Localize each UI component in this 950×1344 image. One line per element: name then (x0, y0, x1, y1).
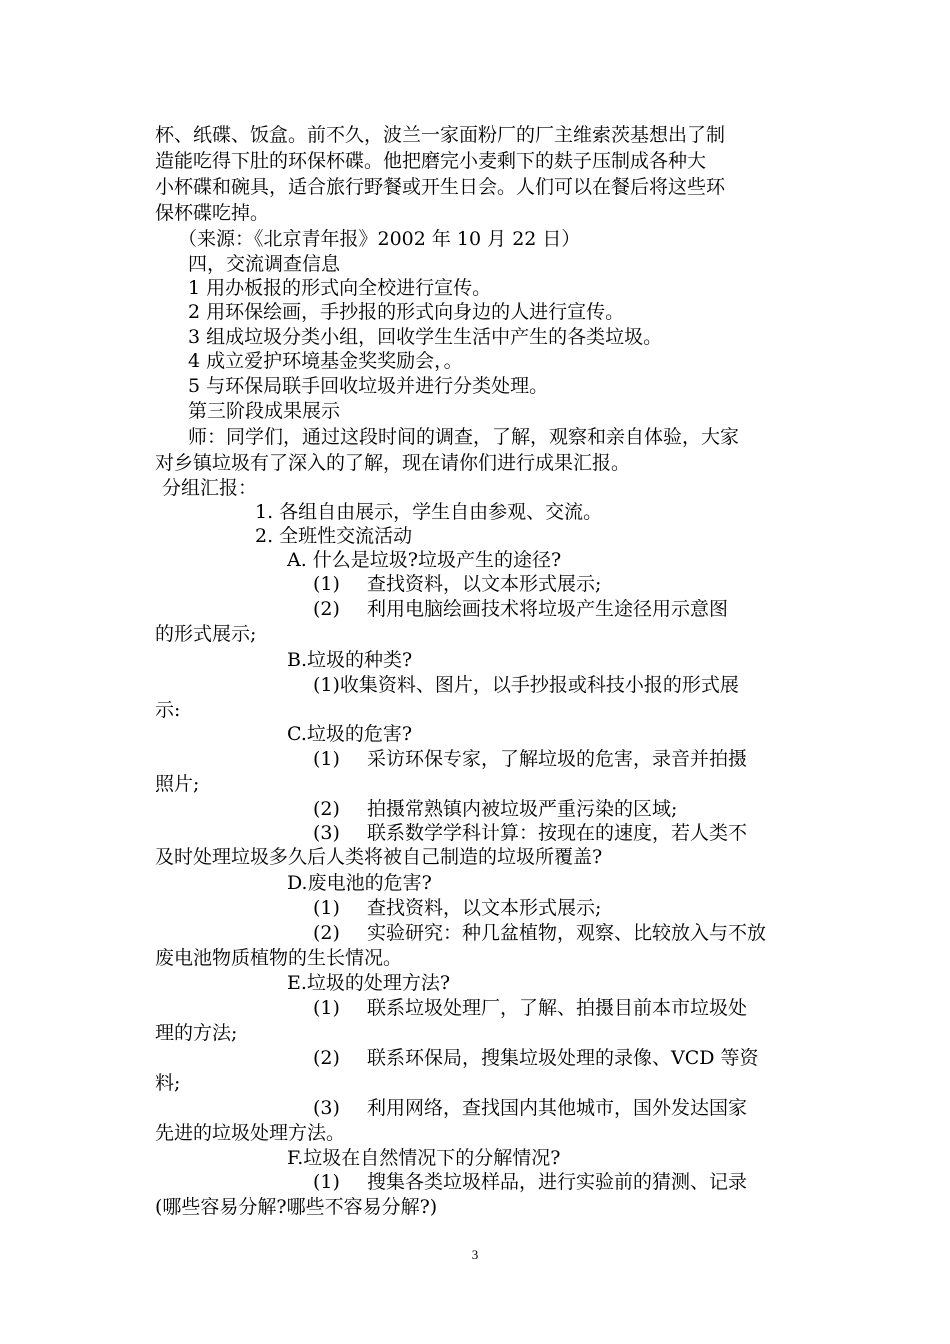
item-label: (1) (313, 573, 340, 595)
sub-heading: D.废电池的危害? (287, 872, 432, 894)
text-line: 废电池物质植物的生长情况。 (155, 947, 403, 969)
text-line: 照片; (155, 773, 200, 795)
list-item: 1 用办板报的形式向全校进行宣传。 (188, 277, 492, 299)
list-item: 5 与环保局联手回收垃圾并进行分类处理。 (188, 375, 549, 397)
list-item: 2 用环保绘画，手抄报的形式向身边的人进行宣传。 (188, 301, 625, 323)
list-item: (2) 联系环保局，搜集垃圾处理的录像、VCD 等资 (313, 1047, 759, 1069)
list-item: (1) 查找资料，以文本形式展示; (313, 573, 602, 595)
sub-heading: B.垃圾的种类? (287, 649, 413, 671)
sub-heading: C.垃圾的危害? (287, 723, 413, 745)
page-number: 3 (471, 1247, 479, 1262)
item-label: (2) (313, 922, 340, 944)
item-label: (2) (313, 1047, 340, 1069)
item-label: (1) (313, 997, 340, 1019)
text-line: 先进的垃圾处理方法。 (155, 1122, 346, 1144)
item-label: (2) (313, 798, 340, 820)
item-label: (2) (313, 598, 340, 620)
item-label: (1) (313, 748, 340, 770)
list-item: (2) 拍摄常熟镇内被垃圾严重污染的区域; (313, 798, 678, 820)
section-heading: 第三阶段成果展示 (188, 400, 341, 422)
text-line: 示: (155, 699, 181, 721)
item-label: (3) (313, 1097, 340, 1119)
text-line: 造能吃得下肚的环保杯碟。他把磨完小麦剩下的麸子压制成各种大 (155, 150, 707, 172)
text-line: 杯、纸碟、饭盒。前不久，波兰一家面粉厂的厂主维索茨基想出了制 (155, 124, 726, 146)
list-item: 1. 各组自由展示，学生自由参观、交流。 (255, 501, 603, 523)
list-item: (3) 利用网络，查找国内其他城市，国外发达国家 (313, 1097, 748, 1119)
item-label: (1) (313, 1171, 340, 1193)
list-item: (1)收集资料、图片，以手抄报或科技小报的形式展 (313, 674, 739, 696)
list-item: (2) 利用电脑绘画技术将垃圾产生途径用示意图 (313, 598, 729, 620)
list-item: (1) 搜集各类垃圾样品，进行实验前的猜测、记录 (313, 1171, 748, 1193)
text-line: 及时处理垃圾多久后人类将被自己制造的垃圾所覆盖? (155, 846, 603, 868)
text-line: 保杯碟吃掉。 (155, 202, 270, 224)
text-line: 小杯碟和碗具，适合旅行野餐或开生日会。人们可以在餐后将这些环 (155, 176, 726, 198)
item-label: (3) (313, 822, 340, 844)
section-heading: 四，交流调查信息 (188, 253, 341, 275)
sub-heading: E.垃圾的处理方法? (287, 972, 451, 994)
item-label: (1) (313, 897, 340, 919)
list-item: (1) 采访环保专家，了解垃圾的危害，录音并拍摄 (313, 748, 748, 770)
source-citation: （来源：《北京青年报》2002 年 10 月 22 日） (178, 228, 581, 250)
sub-heading: A. 什么是垃圾?垃圾产生的途径? (287, 549, 562, 571)
text-line: 分组汇报： (162, 477, 258, 499)
text-line: 理的方法; (155, 1022, 238, 1044)
list-item: (3) 联系数学学科计算：按现在的速度，若人类不 (313, 822, 748, 844)
list-item: 3 组成垃圾分类小组，回收学生生活中产生的各类垃圾。 (188, 326, 663, 348)
text-line: 对乡镇垃圾有了深入的了解，现在请你们进行成果汇报。 (155, 452, 631, 474)
text-line: 的形式展示; (155, 623, 257, 645)
text-line: 师：同学们，通过这段时间的调查，了解，观察和亲自体验，大家 (188, 426, 740, 448)
text-line: 料; (155, 1072, 181, 1094)
list-item: 4 成立爱护环境基金奖奖励会，。 (188, 350, 463, 372)
list-item: (1) 联系垃圾处理厂，了解、拍摄目前本市垃圾处 (313, 997, 748, 1019)
text-line: (哪些容易分解?哪些不容易分解?) (155, 1196, 438, 1218)
list-item: (2) 实验研究：种几盆植物，观察、比较放入与不放 (313, 922, 767, 944)
list-item: 2. 全班性交流活动 (255, 525, 413, 547)
list-item: (1) 查找资料，以文本形式展示; (313, 897, 602, 919)
sub-heading: F.垃圾在自然情况下的分解情况? (287, 1147, 561, 1169)
